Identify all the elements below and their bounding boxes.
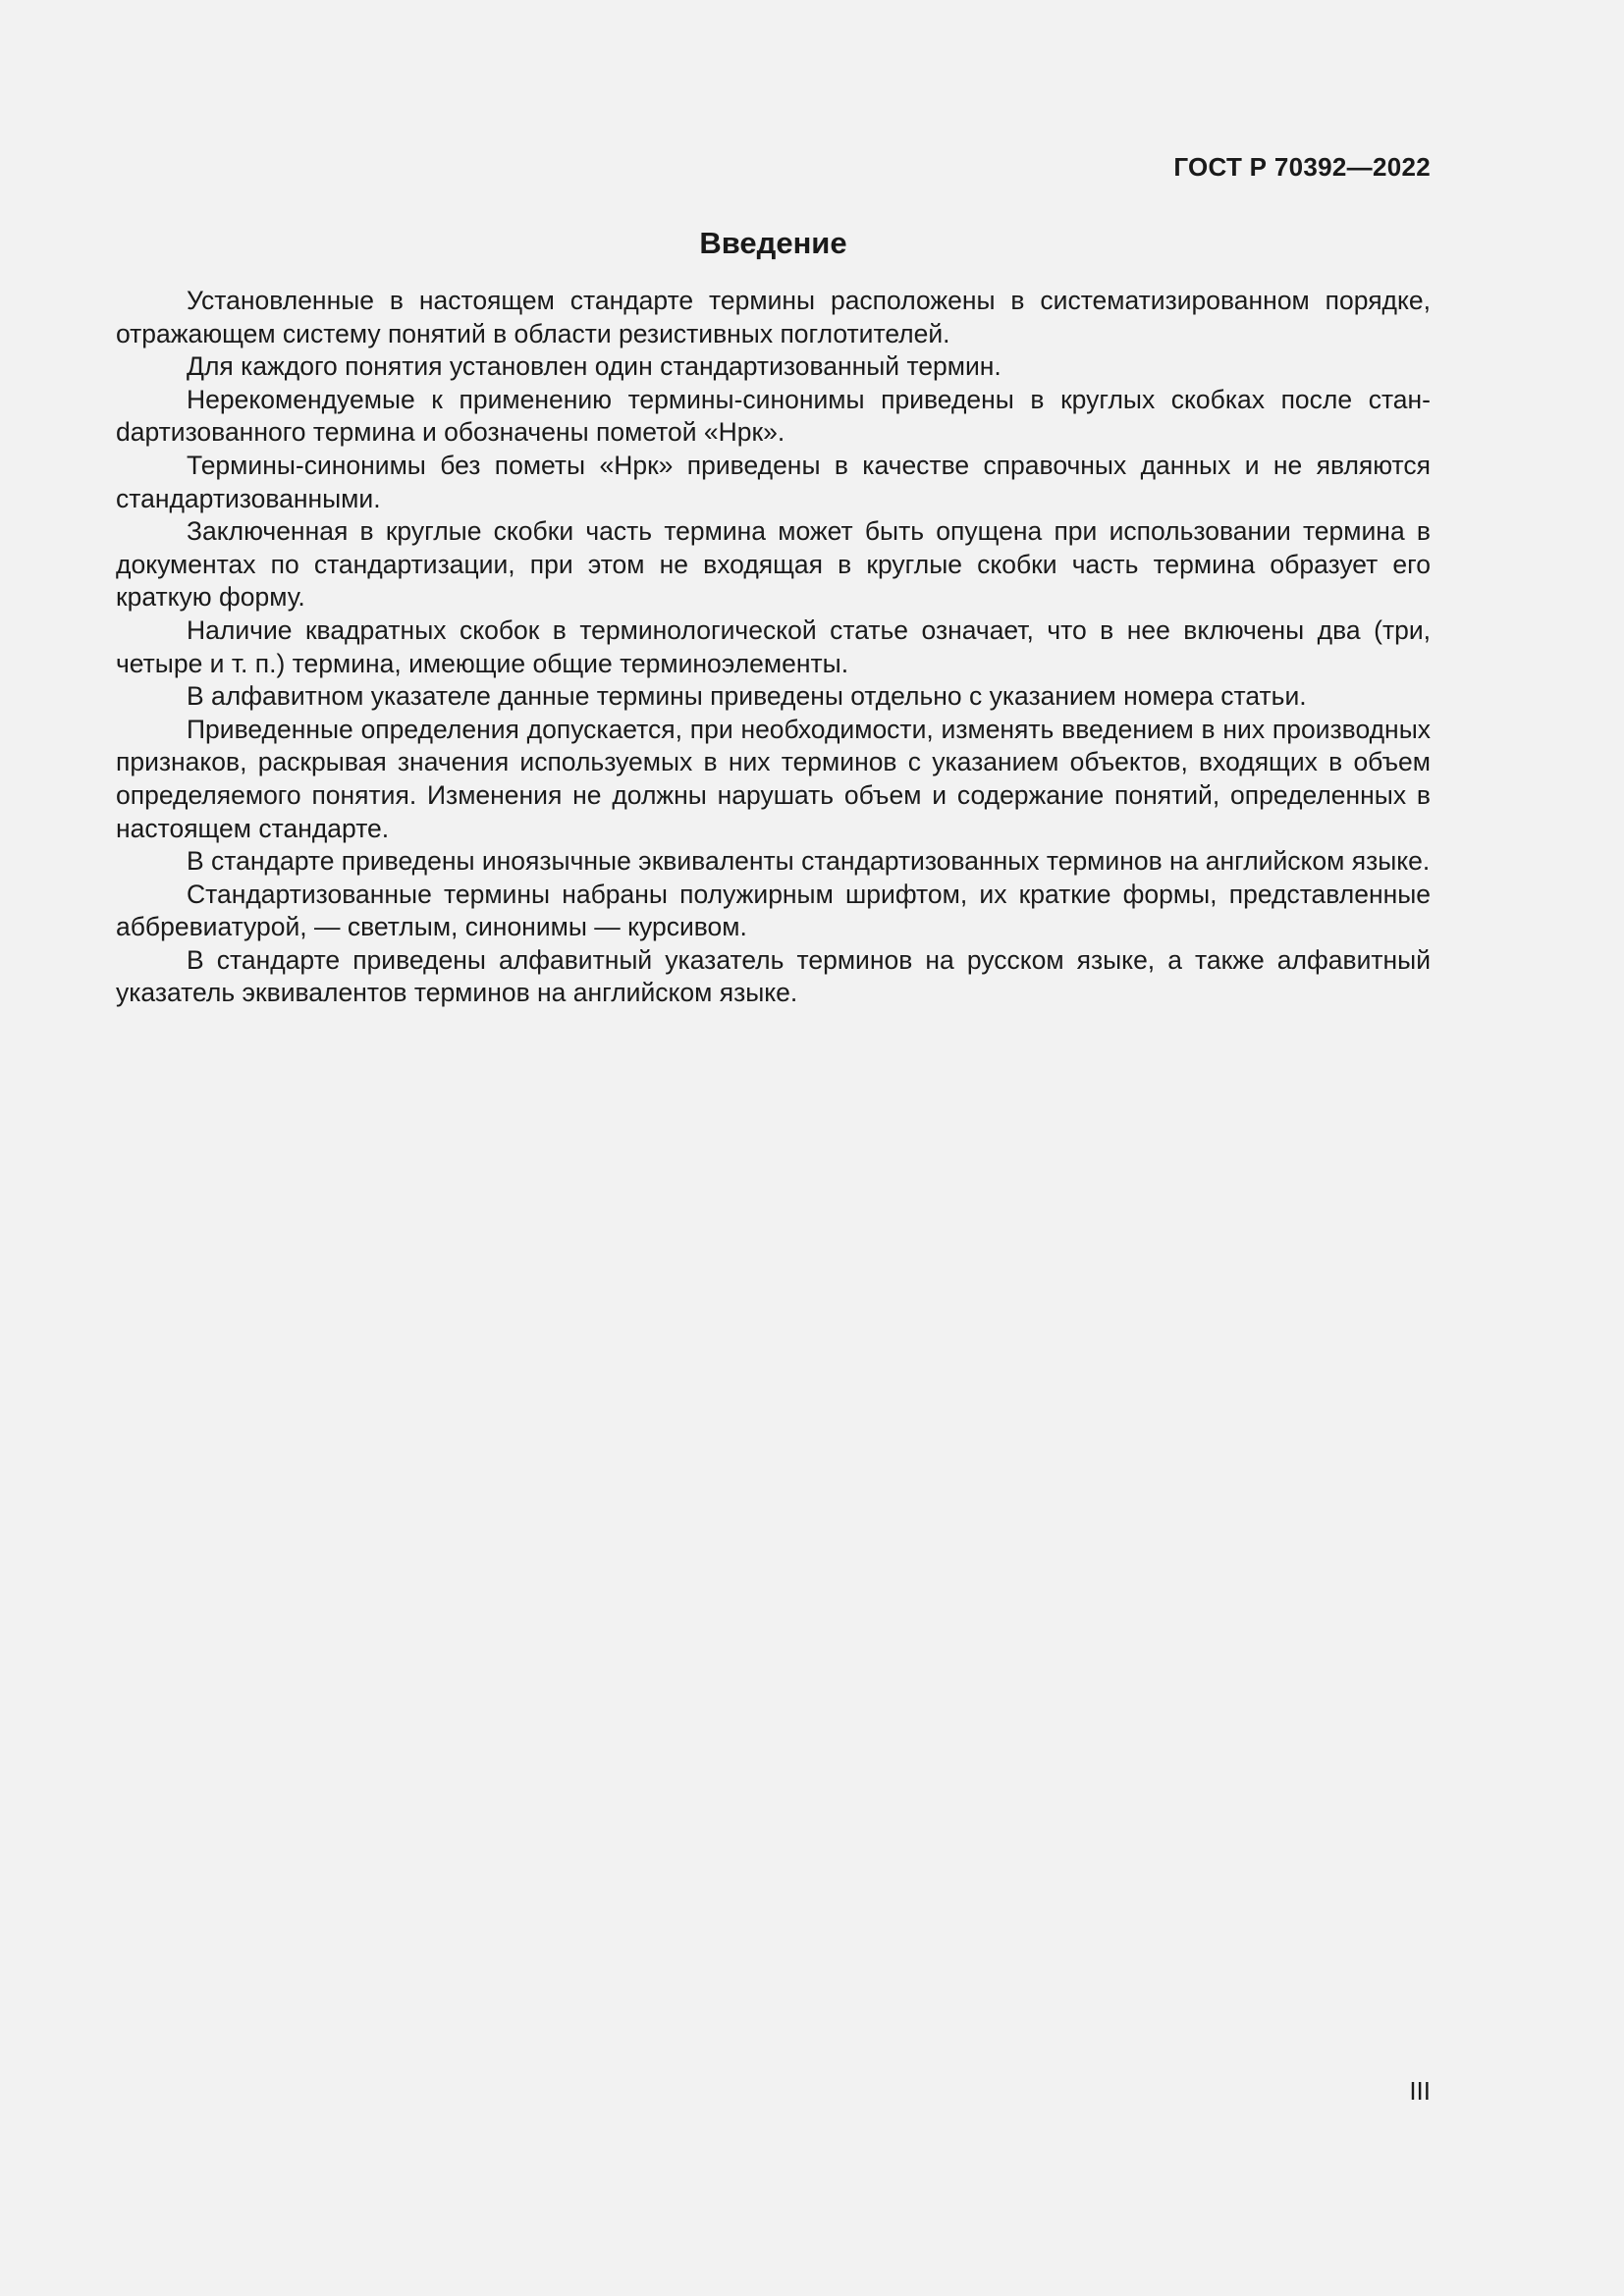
body-text [116, 285, 1431, 1010]
paragraph-1: Установленные в настоящем стандарте термины расположены в систематизированном порядке, отражающем систему понятий в области резистивных поглотителей. [116, 286, 1431, 348]
section-title: Введение [699, 226, 847, 260]
paragraph-10: Стандартизованные термины набраны полужирным шрифтом, их краткие формы, представленные аббревиатурой, — светлым, синонимы — курсивом. [116, 879, 1431, 942]
paragraph-4: Термины-синонимы без пометы «Нрк» приведены в качестве справочных данных и не являются стандартизованными. [116, 450, 1431, 513]
page-number: III [1409, 2076, 1431, 2106]
paragraph-5: Заключенная в круглые скобки часть термина может быть опущена при использовании термина в документах по стандартизации, при этом не входящая в круглые скобки часть термина образует его краткую форму. [116, 516, 1431, 613]
paragraph-7: В алфавитном указателе данные термины приведены отдельно с указанием номера статьи. [187, 681, 1307, 712]
paragraph-2: Для каждого понятия установлен один стандартизованный термин. [187, 351, 1001, 382]
paragraph-11: В стандарте приведены алфавитный указатель терминов на русском языке, а также алфавитный указатель эквивалентов терминов на английском языке. [116, 944, 1431, 1008]
paragraph-8: Приведенные определения допускается, при необходимости, изменять введением в них производных признаков, раскрывая значения используемых в них терминов с указанием объектов, входящих в объем определяемого понятия. Изменения не должны нарушать объем и содержание понятий, определенных в настоящем стандарте. [116, 714, 1431, 843]
paragraph-3: Нерекомендуемые к применению термины-синонимы приведены в круглых скобках после станdартизованного термина и обозначены пометой «Нрк». [116, 384, 1431, 448]
paragraph-6: Наличие квадратных скобок в терминологической статье означает, что в нее включены два (три, четыре и т. п.) термина, имеющие общие терминоэлементы. [116, 614, 1431, 678]
document-standard-id: ГОСТ Р 70392—2022 [1173, 152, 1431, 182]
paragraph-9: В стандарте приведены иноязычные эквиваленты стандартизованных терминов на английском языке. [187, 846, 1431, 877]
